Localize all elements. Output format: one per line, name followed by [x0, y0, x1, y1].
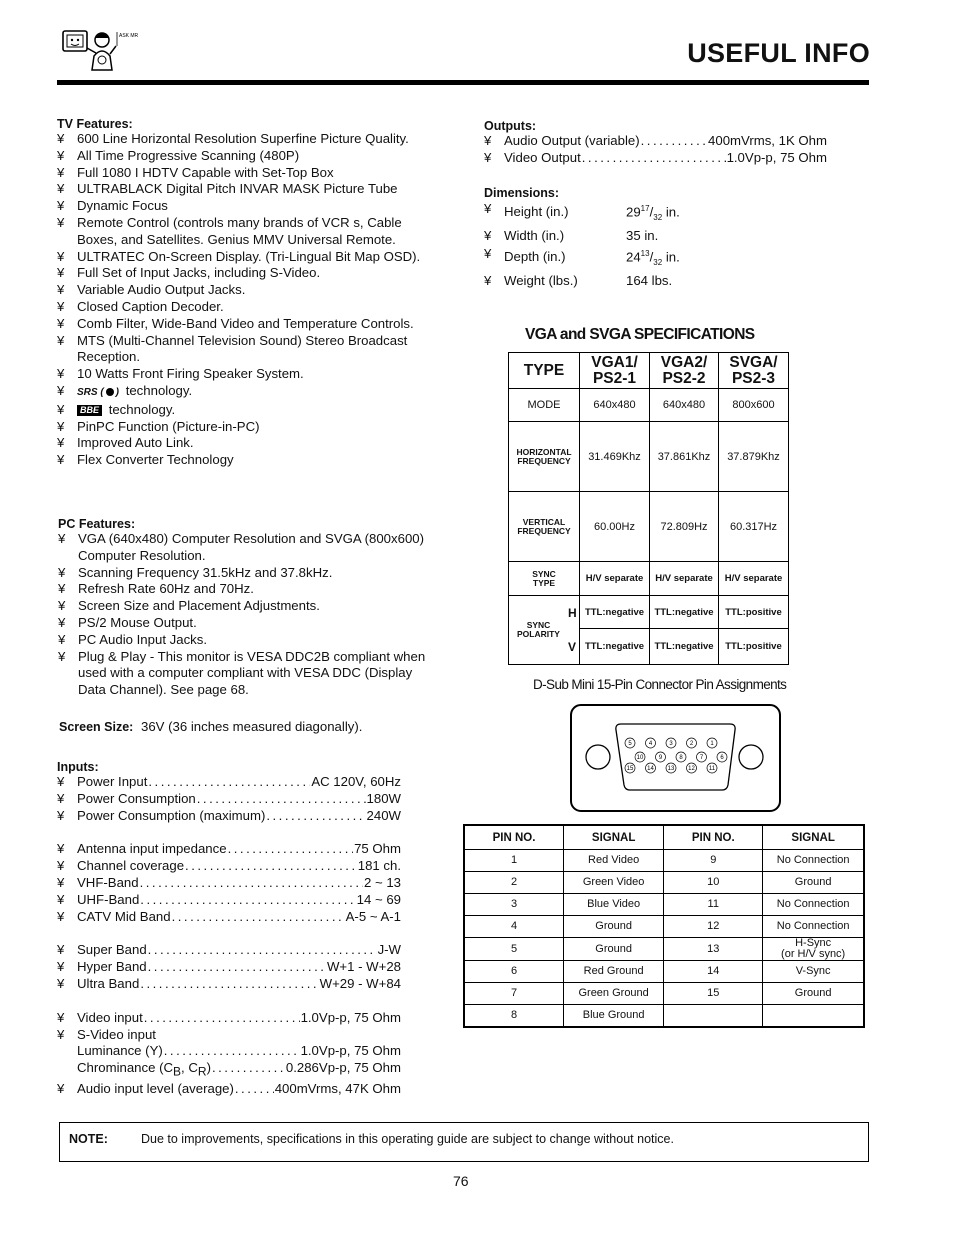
spec-row: ¥ Power Consumption (maximum) ..... 240W: [57, 808, 401, 825]
list-item: ¥ Improved Auto Link.: [57, 435, 442, 452]
list-item: ¥ Refresh Rate 60Hz and 70Hz.: [58, 581, 428, 598]
connector-pin-label: 7: [699, 755, 704, 761]
dimensions-section: [484, 186, 784, 290]
outputs-heading: Outputs:: [484, 119, 537, 133]
list-item: ¥ Flex Converter Technology: [57, 452, 442, 469]
list-item: ¥ VGA (640x480) Computer Resolution and SVGA (800x600) Computer Resolution.: [58, 531, 428, 565]
list-item-srs: ¥ SRS ( ) technology.: [57, 383, 442, 402]
column-header: SVGA/ PS2-3: [719, 353, 789, 389]
table-row: HORIZONTAL FREQUENCY 31.469Khz 37.861Khz 37.879Khz: [509, 422, 789, 492]
list-item: ¥ Remote Control (controls many brands of VCR s, Cable Boxes, and Satellites. Genius MMV Universal Remote.: [57, 215, 442, 249]
spec-row: ¥ Weight (lbs.) 164 lbs.: [484, 272, 784, 290]
inputs-heading: Inputs:: [57, 760, 99, 774]
spec-row: ¥ Channel coverage ..... 181 ch.: [57, 858, 401, 875]
connector-pin-label: 3: [669, 741, 673, 747]
page-title: USEFUL INFO: [687, 38, 870, 68]
table-row: 3 Blue Video 11 No Connection: [464, 894, 864, 916]
table-row: 7 Green Ground 15 Ground: [464, 983, 864, 1005]
note-box: [59, 1122, 869, 1162]
connector-pin-label: 10: [636, 755, 644, 761]
table-row: VERTICAL FREQUENCY 60.00Hz 72.809Hz 60.317Hz: [509, 492, 789, 562]
connector-pin-label: 12: [688, 766, 695, 772]
table-row: SYNC TYPE H/V separate H/V separate H/V separate: [509, 562, 789, 596]
spec-row: ¥ VHF-Band ..... 2 ~ 13: [57, 875, 401, 892]
table-row: MODE 640x480 640x480 800x600: [509, 389, 789, 422]
list-item: ¥ Closed Caption Decoder.: [57, 299, 442, 316]
list-item: ¥ Variable Audio Output Jacks.: [57, 282, 442, 299]
list-item: ¥ Full 1080 I HDTV Capable with Set-Top Box: [57, 165, 442, 182]
list-item: ¥ Comb Filter, Wide-Band Video and Temperature Controls.: [57, 316, 442, 333]
connector-pin-label: 15: [626, 766, 634, 772]
screen-size: Screen Size: 36V (36 inches measured diagonally).: [59, 719, 363, 734]
bbe-logo: BBE: [77, 405, 102, 416]
vga-specs-title: VGA and SVGA SPECIFICATIONS: [525, 326, 755, 343]
inputs-section: [57, 760, 401, 1097]
svg-text:ASK MR.: ASK MR.: [119, 33, 138, 39]
connector-pin-label: 5: [628, 741, 632, 747]
table-row: 5 Ground 13 H-Sync (or H/V sync): [464, 938, 864, 961]
connector-pin-label: 13: [667, 766, 675, 772]
pin-assignment-table: PIN NO. SIGNAL PIN NO. SIGNAL 1 Red Video 9 No Connection 2 Green Video 10 Ground 3 Blue Video 11 No Connection 4 Ground 12 No Connection 5 Ground 13 H-Sync (or H/V sync) 6 Red Ground 14 V-Sync 7 Green Ground 15 Ground 8 Blue Ground: [463, 824, 865, 1028]
spec-row: ¥ Width (in.) 35 in.: [484, 227, 784, 245]
type-header: TYPE: [509, 353, 580, 389]
srs-logo: SRS ( ): [77, 386, 120, 398]
connector-pin-label: 14: [647, 766, 654, 772]
spec-row: ¥ Super Band ..... J-W: [57, 942, 401, 959]
table-row: 1 Red Video 9 No Connection: [464, 850, 864, 872]
spec-row: ¥ Hyper Band ..... W+1 - W+28: [57, 959, 401, 976]
header-rule: [57, 80, 869, 85]
connector-pin-label: 2: [689, 741, 694, 747]
column-header: VGA2/ PS2-2: [650, 353, 719, 389]
list-item: ¥ 600 Line Horizontal Resolution Superfine Picture Quality.: [57, 131, 442, 148]
connector-title: D-Sub Mini 15-Pin Connector Pin Assignments: [533, 677, 787, 692]
list-item: ¥ All Time Progressive Scanning (480P): [57, 148, 442, 165]
list-item: ¥ PS/2 Mouse Output.: [58, 615, 428, 632]
table-row: 8 Blue Ground: [464, 1005, 864, 1028]
pc-features-section: [58, 517, 428, 699]
list-item: ¥ PC Audio Input Jacks.: [58, 632, 428, 649]
spec-row: ¥ Power Input ..... AC 120V, 60Hz: [57, 774, 401, 791]
table-row: TTL:negative TTL:negative TTL:positive: [509, 629, 789, 665]
table-row: SYNC POLARITY H V TTL:negative TTL:negative TTL:positive: [509, 596, 789, 629]
spec-row: ¥ Depth (in.) $24^{13}/_{32}$ in.: [484, 245, 784, 272]
list-item: ¥ ULTRABLACK Digital Pitch INVAR MASK Picture Tube: [57, 181, 442, 198]
spec-row: ¥ Audio input level (average) ..... 400mVrms, 47K Ohm: [57, 1081, 401, 1098]
list-item-bbe: ¥ BBE technology.: [57, 402, 442, 419]
list-item: ¥ Dynamic Focus: [57, 198, 442, 215]
table-row: 6 Red Ground 14 V-Sync: [464, 961, 864, 983]
outputs-section: [484, 119, 827, 167]
tv-features-section: [57, 117, 442, 469]
spec-row: ¥ UHF-Band ..... 14 ~ 69: [57, 892, 401, 909]
spec-row: ¥ CATV Mid Band ..... A-5 ~ A-1: [57, 909, 401, 926]
list-item: ¥ 10 Watts Front Firing Speaker System.: [57, 366, 442, 383]
vga-specs-table: [508, 352, 789, 665]
spec-row: Chrominance ($C_B$, $C_R$) ..... 0.286Vp-p, 75 Ohm: [57, 1060, 401, 1080]
table-row: 2 Green Video 10 Ground: [464, 872, 864, 894]
dimensions-heading: Dimensions:: [484, 186, 560, 200]
spec-row: ¥ Power Consumption ..... 180W: [57, 791, 401, 808]
spec-row: ¥ Audio Output (variable) ..... 400mVrms, 1K Ohm: [484, 133, 827, 150]
dsub-connector-diagram: [568, 703, 784, 818]
connector-pin-label: 11: [708, 766, 716, 772]
spec-row: ¥ Ultra Band ..... W+29 - W+84: [57, 976, 401, 993]
connector-pin-label: 1: [710, 741, 714, 747]
list-item: ¥ Full Set of Input Jacks, including S-Video.: [57, 265, 442, 282]
connector-pin-label: 6: [720, 755, 724, 761]
list-item: ¥ Scanning Frequency 31.5kHz and 37.8kHz.: [58, 565, 428, 582]
connector-pin-label: 9: [658, 755, 663, 761]
tv-features-heading: TV Features:: [57, 117, 133, 131]
list-item: ¥ PinPC Function (Picture-in-PC): [57, 419, 442, 436]
list-item: ¥ Screen Size and Placement Adjustments.: [58, 598, 428, 615]
table-row: 4 Ground 12 No Connection: [464, 916, 864, 938]
note-text: Due to improvements, specifications in this operating guide are subject to change without notice.: [141, 1132, 674, 1146]
page-number: 76: [453, 1173, 469, 1189]
column-header: VGA1/ PS2-1: [580, 353, 650, 389]
list-item: ¥ ULTRATEC On-Screen Display. (Tri-Lingual Bit Map OSD).: [57, 249, 442, 266]
spec-row-svideo: ¥ S-Video input: [57, 1027, 401, 1044]
spec-row: ¥ Antenna input impedance ..... 75 Ohm: [57, 841, 401, 858]
spec-row: ¥ Video Output ..... 1.0Vp-p, 75 Ohm: [484, 150, 827, 167]
note-label: NOTE:: [69, 1132, 108, 1146]
ask-mr-tv-mascot-icon: [58, 26, 138, 74]
spec-row: ¥ Height (in.) $29^{17}/_{32}$ in.: [484, 200, 784, 227]
pc-features-heading: PC Features:: [58, 517, 136, 531]
connector-pin-label: 4: [648, 741, 653, 747]
connector-pin-label: 8: [679, 755, 683, 761]
spec-row: Luminance (Y) ..... 1.0Vp-p, 75 Ohm: [57, 1043, 401, 1060]
list-item: ¥ MTS (Multi-Channel Television Sound) Stereo Broadcast Reception.: [57, 333, 442, 367]
list-item: ¥ Plug & Play - This monitor is VESA DDC2B compliant when used with a computer compliant with VESA DDC (Display Data Channel). See page 68.: [58, 649, 428, 699]
spec-row: ¥ Video input ..... 1.0Vp-p, 75 Ohm: [57, 1010, 401, 1027]
